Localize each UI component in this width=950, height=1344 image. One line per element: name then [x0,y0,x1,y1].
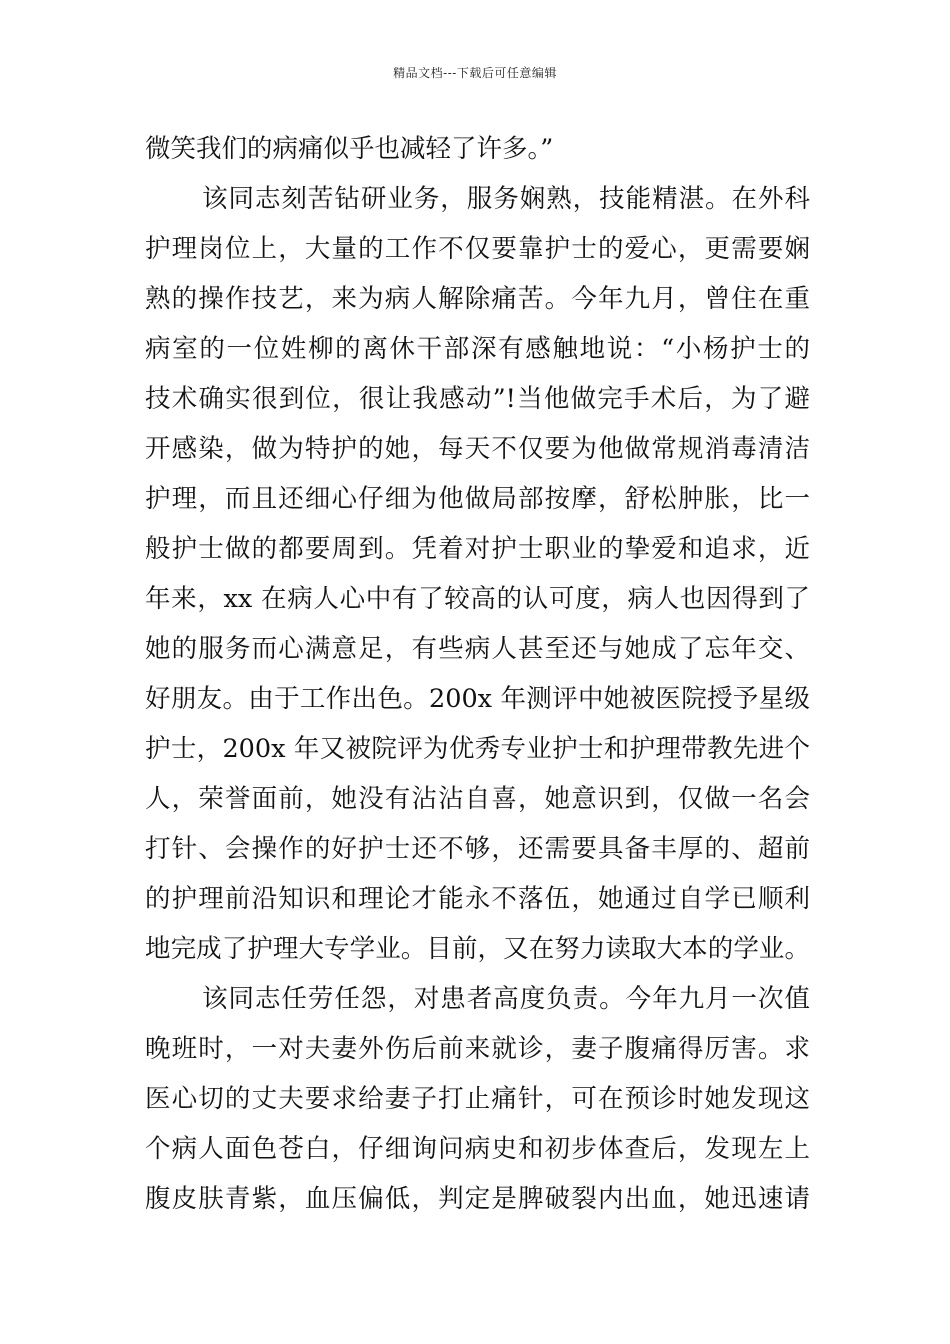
paragraph-first-line: 该同志刻苦钻研业务，服务娴熟，技能精湛。在外科 [202,184,810,214]
text-line: 个病人面色苍白，仔细询问病史和初步体查后，发现左上 [145,1134,810,1164]
text-line: 微笑我们的病痛似乎也减轻了许多。” [145,134,554,164]
text-line: 的护理前沿知识和理论才能永不落伍，她通过自学已顺利 [145,884,810,914]
page-header: 精品文档---下载后可任意编辑 [393,66,557,80]
text-line: 熟的操作技艺，来为病人解除痛苦。今年九月，曾住在重 [145,284,810,314]
text-line: 人，荣誉面前，她没有沾沾自喜，她意识到，仅做一名会 [145,784,810,814]
text-line: 好朋友。由于工作出色。200x 年测评中她被医院授予星级 [145,684,810,714]
text-line: 护理岗位上，大量的工作不仅要靠护士的爱心，更需要娴 [145,234,810,264]
text-line: 护理，而且还细心仔细为他做局部按摩，舒松肿胀，比一 [145,484,810,514]
text-line: 病室的一位姓柳的离休干部深有感触地说：“小杨护士的 [145,334,810,364]
text-line: 开感染，做为特护的她，每天不仅要为他做常规消毒清洁 [145,434,810,464]
text-line: 腹皮肤青紫，血压偏低，判定是脾破裂内出血，她迅速请 [145,1184,810,1214]
text-line: 般护士做的都要周到。凭着对护士职业的挚爱和追求，近 [145,534,810,564]
text-line: 年来，xx 在病人心中有了较高的认可度，病人也因得到了 [145,584,810,614]
text-line: 地完成了护理大专学业。目前，又在努力读取大本的学业。 [145,934,810,964]
paragraph-first-line: 该同志任劳任怨，对患者高度负责。今年九月一次值 [202,984,810,1014]
text-line: 护士，200x 年又被院评为优秀专业护士和护理带教先进个 [145,734,810,764]
body-text [145,124,810,1224]
text-line: 医心切的丈夫要求给妻子打止痛针，可在预诊时她发现这 [145,1084,810,1114]
text-line: 晚班时，一对夫妻外伤后前来就诊，妻子腹痛得厉害。求 [145,1034,810,1064]
text-line: 打针、会操作的好护士还不够，还需要具备丰厚的、超前 [145,834,810,864]
text-line: 她的服务而心满意足，有些病人甚至还与她成了忘年交、 [145,634,810,664]
text-line: 技术确实很到位，很让我感动”!当他做完手术后，为了避 [145,384,810,414]
